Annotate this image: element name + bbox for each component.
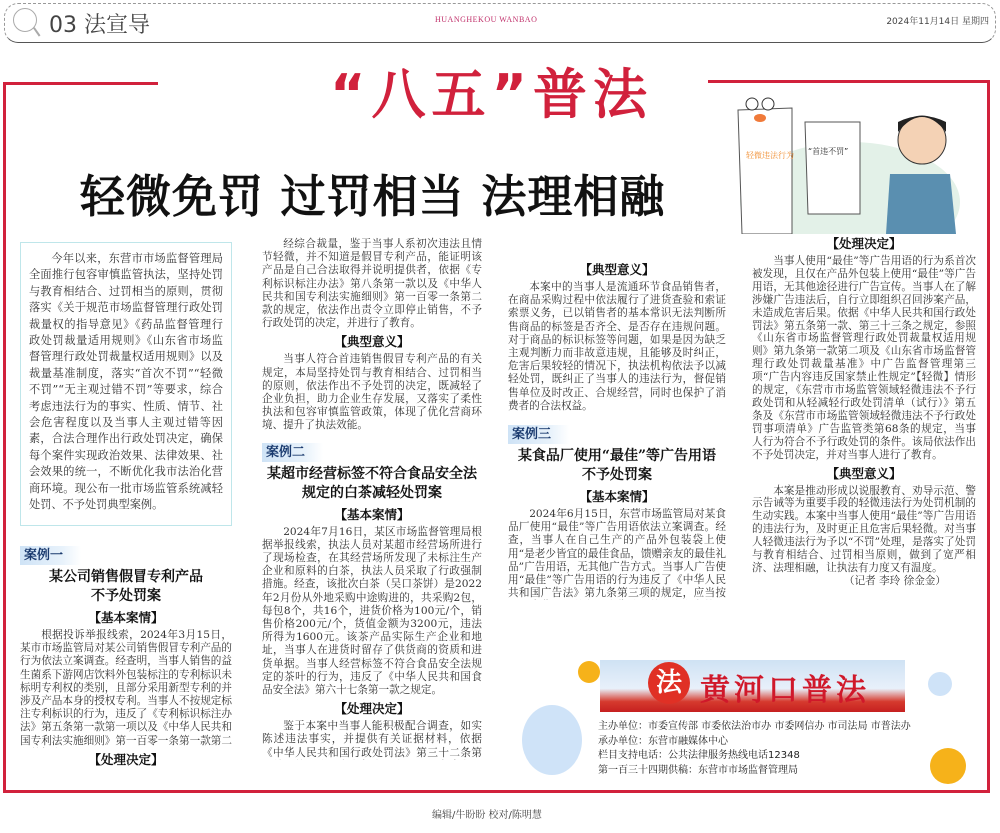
case-body: 当事人符合首违销售假冒专利产品的有关规定，本局坚持处罚与教育相结合、过罚相当的原则，依法作出不予处罚的决定，既减轻了企业负担，助力企业生存发展，又落实了柔性执法和包容审慎监管政策，体现了优化营商环境、提升了执法效能。 bbox=[262, 353, 482, 432]
credit-line: 第一百三十四期供稿：东营市市场监督管理局 bbox=[598, 764, 798, 776]
case-body: 鉴于本案中当事人能积极配合调查，如实陈述违法事实，并提供有关证据材料，依据《中华人民共和国行政处罚法》第三十二条第 bbox=[262, 720, 482, 759]
decor-dot bbox=[928, 672, 952, 696]
scroll-text: “首违不罚” bbox=[808, 147, 849, 156]
case-label: 案例二 bbox=[262, 443, 323, 462]
doc-text: 轻微违法行为 bbox=[746, 151, 794, 160]
page-header bbox=[4, 3, 996, 43]
section-heading: 【基本案情】 bbox=[334, 506, 410, 522]
section-heading: 【处理决定】 bbox=[826, 236, 902, 251]
column-3 bbox=[508, 258, 726, 600]
section-heading: 【典型意义】 bbox=[826, 465, 902, 481]
case-body: 当事人使用“最佳”等广告用语的行为系首次被发现，且仅在产品外包装上使用“最佳”等广告用语，无其他途径进行广告宣传。当事人在了解涉嫌广告违法后，自行立即组织召回涉案产品，未造成危害后果。依据《中华人民共和国行政处罚法》第五条第一款、第三十三条之规定，参照《山东省市场监督管理行政处罚裁量权适用规则》第九条第一款第二项及《山东省市场监督管理行政处罚裁量基准》中广告监督管理第三项“广告内容违反国家禁止性规定”【轻微】情形的规定，《东营市市场监管领域轻微违法不予行政处罚和从轻减轻行政处罚清单（试行）》第五条及《东营市市场监管领域轻微违法不予行政处罚事项清单》广告监管类第68条的规定，当事人行为符合不予行政处罚的条件。该局依法作出不予处罚决定，并对当事人进行了教育。 bbox=[752, 255, 976, 461]
banner-name: 黄河口普法 bbox=[700, 673, 870, 708]
section-name: 法宣导 bbox=[84, 13, 151, 38]
decor-dot bbox=[522, 705, 582, 775]
editor-footer: 编辑/牛盼盼 校对/陈明慧 bbox=[432, 810, 542, 821]
section-heading: 【典型意义】 bbox=[334, 334, 410, 350]
case-body: 本案是推动形成以说服教育、劝导示范、警示告诫等为重要手段的轻微违法行为处罚机制的生动实践。本案中当事人使用“最佳”等广告用语的违法行为，及时更正且危害后果轻微。对当事人轻微违法行为予以“不罚”处理，是落实了处罚与教育相结合、过罚相当原则，做到了宽严相济、法理相融，让执法有力度又有温度。 bbox=[752, 484, 976, 574]
frame-right bbox=[987, 80, 990, 793]
credit-line: 主办单位：市委宣传部 市委依法治市办 市委网信办 市司法局 市普法办 bbox=[598, 721, 911, 732]
case-title: 某公司销售假冒专利产品 不予处罚案 bbox=[49, 569, 203, 604]
intro-box bbox=[20, 242, 232, 526]
huanghekou-pufa-banner bbox=[600, 660, 905, 712]
case-1-top bbox=[20, 540, 232, 771]
sponsor-credits bbox=[598, 720, 911, 778]
case-title: 某食品厂使用“最佳”等广告用语 不予处罚案 bbox=[517, 448, 717, 484]
case-body: 根据投诉举报线索，2024年3月15日，某市市场监管局对某公司销售假冒专利产品的行为依法立案调查。经查明，当事人销售的益生菌系下游网店饮料外包装标注的专利标识未标明专利权的类别，且部分采用新型专利的并涉及产品本身的授权专利。当事人不按规定标注专利标识的行为，违反了《专利标识标注办法》第五条第一款第一项以及《中华人民共和国专利法实施细则》第一百零一条第一款第二 bbox=[20, 629, 232, 747]
section-heading: 【处理决定】 bbox=[88, 751, 164, 767]
case-label: 案例一 bbox=[20, 546, 81, 565]
column-2 bbox=[262, 238, 482, 760]
section-heading: 【基本案情】 bbox=[88, 610, 164, 625]
decor-dot bbox=[930, 748, 966, 784]
frame-top-right bbox=[708, 80, 990, 83]
masthead: HUANGHEKOU WANBAO bbox=[435, 15, 538, 24]
section-heading: 【基本案情】 bbox=[579, 489, 655, 505]
case-body: 2024年6月15日，东营市场监管局对某食品厂使用“最佳”等广告用语依法立案调查。经查，当事人在自己生产的产品外包装袋上使用“是老少皆宜的最佳食品，馈赠亲友的最佳礼品”广告用语，无其他广告方式。当事人广告使用“最佳”等广告用语的行为违反了《中华人民共和国广告法》第九条第三项的规定，应当按 bbox=[508, 508, 726, 600]
issue-date: 2024年11月14日 星期四 bbox=[886, 17, 989, 27]
page-section bbox=[49, 8, 150, 39]
section-heading: 【处理决定】 bbox=[334, 701, 410, 717]
case-body: 本案中的当事人是流通环节食品销售者，在商品采购过程中依法履行了进货查验和索证索票义务，已以销售者的基本常识无法判断所售商品的标签是否齐全、是否存在违规问题。对于商品的标识标签等问题，如果是因为缺乏主观判断力而非故意违规，且能够及时纠正，危害后果较轻的情况下，执法机构依法予以减轻处罚，既纠正了当事人的违法行为，督促销售单位及时改正、合规经营，同时也保护了消费者的合法权益。 bbox=[508, 281, 726, 412]
headline: 轻微免罚 过罚相当 法理相融 bbox=[80, 170, 666, 223]
section-heading: 【典型意义】 bbox=[579, 262, 655, 277]
frame-top-left bbox=[3, 82, 158, 85]
case-body: 2024年7月16日，某区市场监督管理局根据举报线索，执法人员对某超市经营场所进行了现场检查，在其经营场所发现了未标注生产企业和原料的白茶，执法人员采取了行政强制措施。经查，该批次白茶（吴口茶饼）是2022年2月份从外地采购中途购进的，共采购2包，每包8个，共16个，进货价格为100元/个，销售价格200元/个，货值金额为3200元，违法所得为1600元。该茶产品实际生产企业和地址，当事人在进货时留存了供货商的资质和进货单据。当事人经营标签不符合食品安全法规定的茶叶的行为，违反了《中华人民共和国食品安全法》第六十七条第一款之规定。 bbox=[262, 525, 482, 697]
credit-line: 承办单位：东营市融媒体中心 bbox=[598, 735, 728, 747]
fa-logo-icon: 法 bbox=[648, 662, 690, 704]
magnifier-icon bbox=[13, 8, 37, 32]
byline: （记者 李玲 徐金金） bbox=[843, 574, 946, 587]
case-label: 案例三 bbox=[508, 425, 569, 444]
column-title: “八五”普法 bbox=[330, 63, 653, 126]
intro-text: 今年以来，东营市市场监督管理局全面推行包容审慎监管执法，坚持处罚与教育相结合、过罚相当的原则，贯彻落实《关于规范市场监督管理行政处罚裁量权的指导意见》《药品监督管理行政处罚裁量适用规则》《山东省市场监督管理行政处罚裁量权适用规则》以及裁量基准制度，落实“首次不罚”“轻微不罚”“无主观过错不罚”等要求，综合考虑违法行为的事实、性质、情节、社会危害程度以及当事人主观过错等因素，合法合理作出行政处罚决定，确保每个案件实现政治效果、法律效果、社会效果的统一，不断优化我市法治化营商环境。现公布一批市场监管系统减轻处罚、不予处罚典型案例。 bbox=[29, 252, 223, 512]
frame-bottom bbox=[3, 790, 990, 793]
credit-line: 栏目支持电话：公共法律服务热线电话12348 bbox=[598, 750, 800, 761]
column-4 bbox=[752, 236, 976, 588]
decor-dot bbox=[578, 661, 600, 683]
case-body: 经综合裁量，鉴于当事人系初次违法且情节轻微，并不知道是假冒专利产品，能证明该产品是自己合法取得并说明提供者，依据《专利标识标注办法》第八条第一款以及《中华人民共和国专利法实施细则》第一百零一条第二款的规定，依法作出责令立即停止销售，不予行政处罚的决定，并进行了教育。 bbox=[262, 238, 482, 330]
case-title: 某超市经营标签不符合食品安全法 规定的白茶减轻处罚案 bbox=[267, 465, 477, 501]
page-number: 03 bbox=[49, 13, 77, 38]
frame-left bbox=[3, 82, 6, 793]
cartoon-illustration bbox=[700, 92, 960, 234]
